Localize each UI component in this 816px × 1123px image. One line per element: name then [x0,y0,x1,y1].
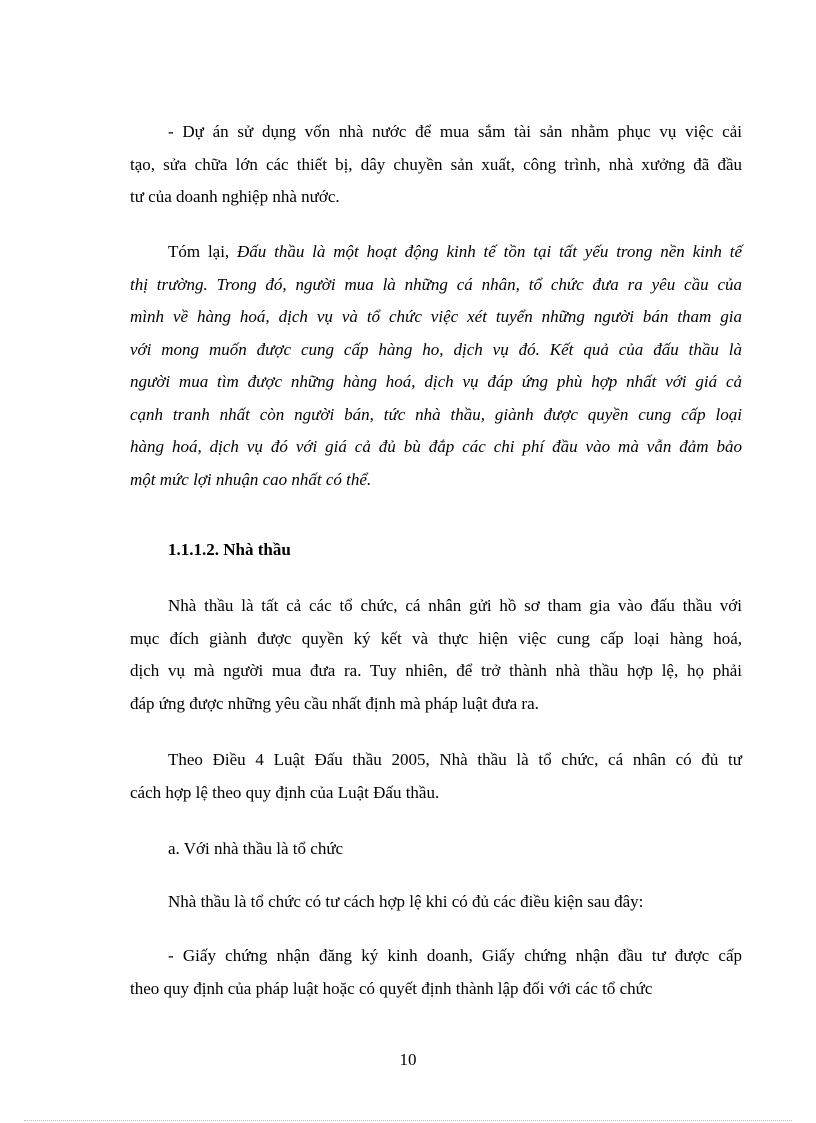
summary-italic-text: Đấu thầu là một hoạt động kinh tế tồn tại tất yếu trong nền kinh tế [237,242,742,261]
text-line: cách hợp lệ theo quy định của Luật Đấu thầu. [130,782,440,802]
text-line: với mong muốn được cung cấp hàng ho, dịch vụ đó. Kết quả của đấu thầu là [130,339,742,359]
paragraph-contractor-definition [130,590,742,720]
summary-lead: Tóm lại, [168,242,238,261]
text-line [130,236,742,269]
text-line: một mức lợi nhuận cao nhất có thể. [130,469,372,489]
paragraph-conditions-intro [130,886,742,919]
text-line: tạo, sửa chữa lớn các thiết bị, dây chuyền sản xuất, công trình, nhà xưởng đã đầu [130,154,742,174]
text-line: cạnh tranh nhất còn người bán, tức nhà thầu, giành được quyền cung cấp loại [130,404,742,424]
text-line: - Giấy chứng nhận đăng ký kinh doanh, Giấy chứng nhận đầu tư được cấp [168,946,742,965]
paragraph-project-funding [130,116,742,214]
section-heading: 1.1.1.2. Nhà thầu [168,540,291,559]
text-line: người mua tìm được những hàng hoá, dịch vụ đáp ứng phù hợp nhất với giá cả [130,372,742,391]
text-line: Nhà thầu là tất cả các tổ chức, cá nhân gửi hồ sơ tham gia vào đấu thầu với [168,596,742,615]
text-line: đáp ứng được những yêu cầu nhất định mà pháp luật đưa ra. [130,693,539,713]
page-number: 10 [399,1050,417,1069]
text-line: hàng hoá, dịch vụ đó với giá cả đủ bù đắp các chi phí đầu vào mà vẫn đảm bảo [130,437,742,456]
text-line: tư của doanh nghiệp nhà nước. [130,187,340,206]
text-line: thị trường. Trong đó, người mua là những cá nhân, tổ chức đưa ra yêu cầu của [130,274,742,294]
text-line: Theo Điều 4 Luật Đấu thầu 2005, Nhà thầu là tổ chức, cá nhân có đủ tư [168,750,742,769]
text-line: mình về hàng hoá, dịch vụ và tổ chức việc xét tuyển những người bán tham gia [130,307,742,326]
text-line: Nhà thầu là tổ chức có tư cách hợp lệ khi có đủ các điều kiện sau đây: [168,892,644,911]
paragraph-business-certificate [130,940,742,1005]
text-line: a. Với nhà thầu là tổ chức [168,839,344,858]
text-line: - Dự án sử dụng vốn nhà nước để mua sắm tài sản nhằm phục vụ việc cải [168,122,742,141]
paragraph-law-article [130,744,742,809]
text-line: dịch vụ mà người mua đưa ra. Tuy nhiên, để trở thành nhà thầu hợp lệ, họ phải [130,661,742,680]
paragraph-summary [130,236,742,496]
paragraph-subheading-organization [130,833,742,866]
text-line: theo quy định của pháp luật hoặc có quyết định thành lập đối với các tổ chức [130,978,653,998]
page-bottom-border [24,1120,792,1121]
text-line: mục đích giành được quyền ký kết và thực hiện việc cung cấp loại hàng hoá, [130,628,742,648]
